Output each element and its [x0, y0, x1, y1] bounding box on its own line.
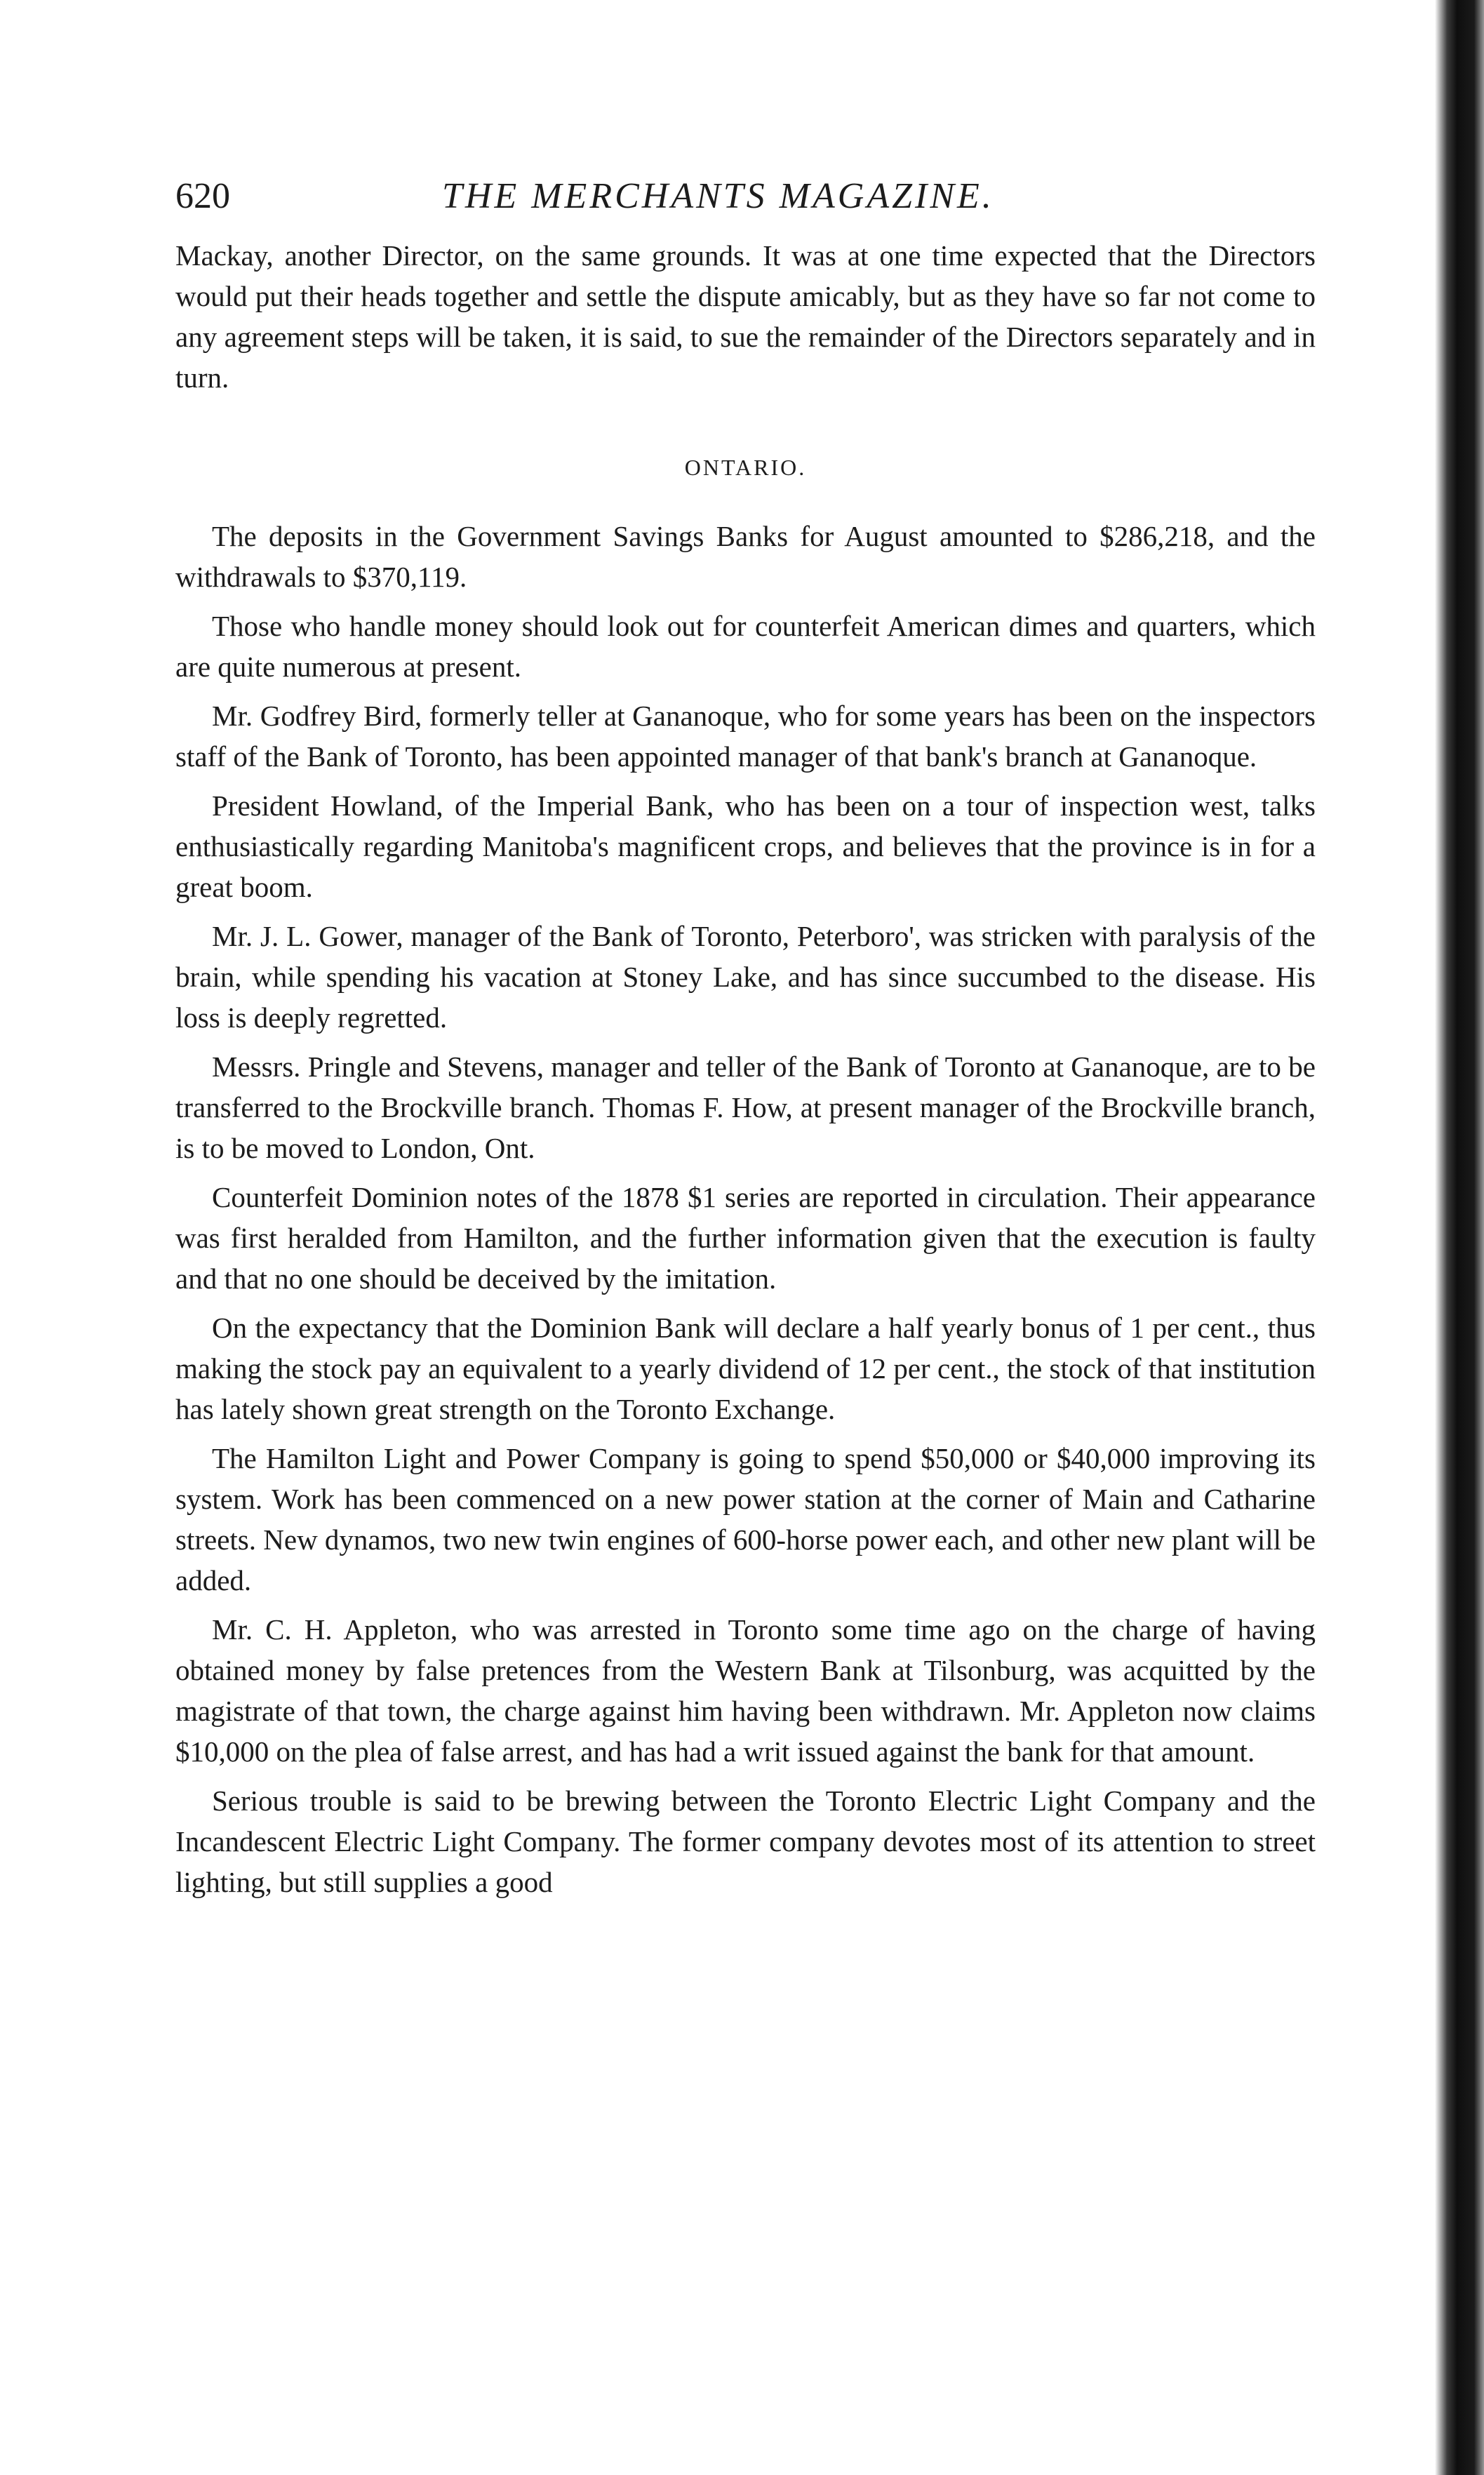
paragraph: President Howland, of the Imperial Bank, who has been on a tour of inspection west, talks enthusiastically regarding Manitoba's magnificent crops, and believes that the province is in for a great boom. — [175, 789, 1316, 903]
paragraph: The deposits in the Government Savings Banks for August amounted to $286,218, and the withdrawals to $370,119. — [175, 520, 1316, 593]
running-header — [175, 172, 1319, 235]
page-number: 620 — [175, 176, 230, 216]
paragraph: Mr. C. H. Appleton, who was arrested in Toronto some time ago on the charge of having obtained money by false pretences from the Western Bank at Tilsonburg, was acquitted by the magistrate of that town, the charge against him having been withdrawn. Mr. Appleton now claims $10,000 on the plea of false arrest, and has had a writ issued against the bank for that amount. — [175, 1613, 1316, 1768]
paragraph: On the expectancy that the Dominion Bank will declare a half yearly bonus of 1 per cent., thus making the stock pay an equivalent to a yearly dividend of 12 per cent., the stock of that institution has lately shown great strength on the Toronto Exchange. — [175, 1312, 1316, 1425]
paragraph: Messrs. Pringle and Stevens, manager and teller of the Bank of Toronto at Gananoque, are to be transferred to the Brockville branch. Thomas F. How, at present manager of the Brockville branch, is to be moved to London, Ont. — [175, 1050, 1316, 1164]
running-title: THE MERCHANTS MAGAZINE. — [442, 176, 994, 216]
paragraph: Serious trouble is said to be brewing between the Toronto Electric Light Company and the Incandescent Electric Light Company. The former company devotes most of its attention to street lighting, but still supplies a good — [175, 1784, 1316, 1898]
paragraph: Mr. Godfrey Bird, formerly teller at Gananoque, who for some years has been on the inspectors staff of the Bank of Toronto, has been appointed manager of that bank's branch at Gananoque. — [175, 700, 1316, 773]
page-edge-shadow — [1435, 0, 1484, 2475]
paragraph: The Hamilton Light and Power Company is going to spend $50,000 or $40,000 improving its system. Work has been commenced on a new power station at the corner of Main and Catharine streets. New dynamos, two new twin engines of 600-horse power each, and other new plant will be added. — [175, 1442, 1316, 1596]
paragraph: Mr. J. L. Gower, manager of the Bank of Toronto, Peterboro', was stricken with paralysis of the brain, while spending his vacation at Stoney Lake, and has since succumbed to the disease. His loss is deeply regretted. — [175, 920, 1316, 1034]
section-heading: ONTARIO. — [684, 455, 807, 480]
paragraph: Those who handle money should look out for counterfeit American dimes and quarters, which are quite numerous at present. — [175, 610, 1316, 683]
paragraph-continued: Mackay, another Director, on the same grounds. It was at one time expected that the Directors would put their heads together and settle the dispute amicably, but as they have so far not come to any agreement steps will be taken, it is said, to sue the remainder of the Directors separately and in turn. — [175, 239, 1316, 394]
article-body — [175, 235, 1316, 1902]
paragraph: Counterfeit Dominion notes of the 1878 $1 series are reported in circulation. Their appearance was first heralded from Hamilton, and the further information given that the execution is faulty and that no one should be deceived by the imitation. — [175, 1181, 1316, 1295]
